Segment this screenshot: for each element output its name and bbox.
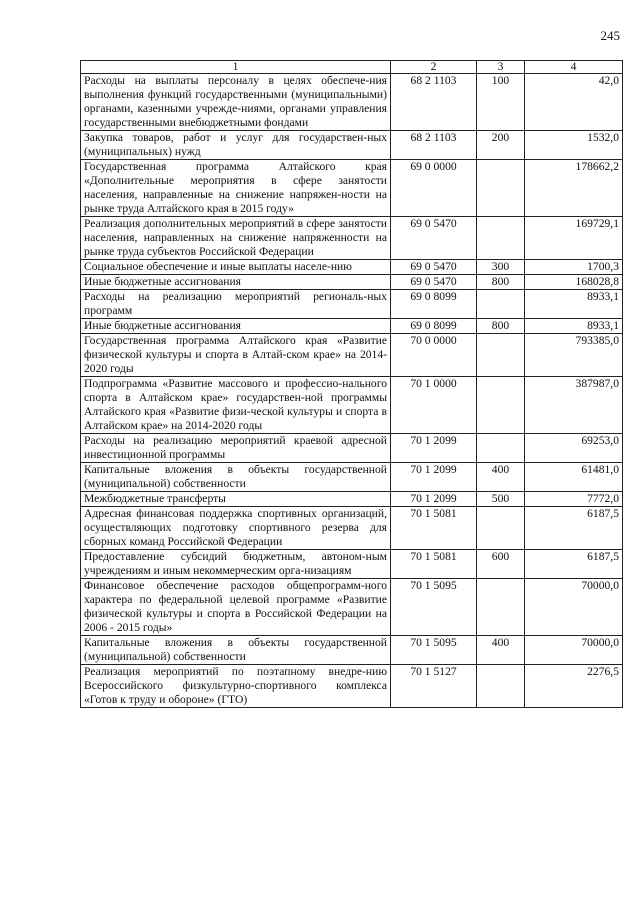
row-type-cell [477, 217, 525, 260]
row-code-cell: 70 1 2099 [391, 463, 477, 492]
row-code-cell: 68 2 1103 [391, 131, 477, 160]
row-amount-cell: 1700,3 [525, 260, 623, 275]
row-amount-cell: 70000,0 [525, 579, 623, 636]
row-amount-cell: 61481,0 [525, 463, 623, 492]
row-code-cell: 70 1 0000 [391, 377, 477, 434]
table-row [81, 217, 623, 260]
table-row [81, 334, 623, 377]
row-amount-cell: 178662,2 [525, 160, 623, 217]
row-amount-cell: 7772,0 [525, 492, 623, 507]
row-code-cell: 70 0 0000 [391, 334, 477, 377]
row-type-cell: 200 [477, 131, 525, 160]
row-type-cell: 300 [477, 260, 525, 275]
row-amount-cell: 6187,5 [525, 550, 623, 579]
row-code-cell: 69 0 8099 [391, 290, 477, 319]
row-type-cell [477, 290, 525, 319]
table-row [81, 492, 623, 507]
row-amount-cell: 70000,0 [525, 636, 623, 665]
row-amount-cell: 168028,8 [525, 275, 623, 290]
row-type-cell [477, 160, 525, 217]
table-header-row [81, 61, 623, 74]
table-row [81, 160, 623, 217]
row-code-cell: 69 0 0000 [391, 160, 477, 217]
row-code-cell: 70 1 5095 [391, 636, 477, 665]
table-row [81, 507, 623, 550]
row-type-cell: 100 [477, 74, 525, 131]
row-name-cell: Реализация мероприятий по поэтапному внедре-нию Всероссийского физкультурно-спортивного комплекса «Готов к труду и обороне» (ГТО) [81, 665, 391, 708]
row-amount-cell: 8933,1 [525, 319, 623, 334]
row-name-cell: Адресная финансовая поддержка спортивных организаций, осуществляющих подготовку спортивного резерва для сборных команд Российской Федерации [81, 507, 391, 550]
row-amount-cell: 6187,5 [525, 507, 623, 550]
row-amount-cell: 8933,1 [525, 290, 623, 319]
row-type-cell [477, 507, 525, 550]
row-name-cell: Государственная программа Алтайского края «Развитие физической культуры и спорта в Алтай-ском крае» на 2014-2020 годы [81, 334, 391, 377]
row-type-cell: 800 [477, 319, 525, 334]
row-type-cell [477, 579, 525, 636]
row-name-cell: Подпрограмма «Развитие массового и профессио-нального спорта в Алтайском крае» государствен-ной программы Алтайского края «Развитие физи-ческой культуры и спорта в Алтайском крае» на 2014-2020 годы [81, 377, 391, 434]
row-type-cell: 600 [477, 550, 525, 579]
row-amount-cell: 1532,0 [525, 131, 623, 160]
row-name-cell: Финансовое обеспечение расходов общепрограмм-ного характера по федеральной целевой программе «Развитие физической культуры и спорта в Российской Федерации на 2006 - 2015 годы» [81, 579, 391, 636]
row-code-cell: 70 1 5081 [391, 507, 477, 550]
table-body [81, 74, 623, 708]
page-number: 245 [600, 28, 620, 43]
row-type-cell [477, 334, 525, 377]
row-code-cell: 70 1 5095 [391, 579, 477, 636]
table-row [81, 319, 623, 334]
row-name-cell: Капитальные вложения в объекты государственной (муниципальной) собственности [81, 463, 391, 492]
table-row [81, 550, 623, 579]
table-row [81, 131, 623, 160]
row-code-cell: 69 0 5470 [391, 275, 477, 290]
row-code-cell: 70 1 2099 [391, 434, 477, 463]
row-name-cell: Иные бюджетные ассигнования [81, 275, 391, 290]
row-type-cell: 800 [477, 275, 525, 290]
row-name-cell: Иные бюджетные ассигнования [81, 319, 391, 334]
row-name-cell: Социальное обеспечение и иные выплаты населе-нию [81, 260, 391, 275]
row-name-cell: Расходы на реализацию мероприятий региональ-ных программ [81, 290, 391, 319]
table-row [81, 636, 623, 665]
table-row [81, 665, 623, 708]
row-code-cell: 70 1 2099 [391, 492, 477, 507]
row-amount-cell: 42,0 [525, 74, 623, 131]
row-code-cell: 68 2 1103 [391, 74, 477, 131]
row-type-cell: 500 [477, 492, 525, 507]
table-row [81, 290, 623, 319]
table-row [81, 275, 623, 290]
table-row [81, 377, 623, 434]
row-name-cell: Закупка товаров, работ и услуг для государствен-ных (муниципальных) нужд [81, 131, 391, 160]
row-name-cell: Государственная программа Алтайского края «Дополнительные мероприятия в сфере занятости населения, направленные на снижение напряжен-ности на рынке труда Алтайского края в 2015 году» [81, 160, 391, 217]
row-code-cell: 70 1 5127 [391, 665, 477, 708]
column-header-amount: 4 [525, 61, 623, 74]
row-amount-cell: 2276,5 [525, 665, 623, 708]
column-header-type: 3 [477, 61, 525, 74]
row-amount-cell: 69253,0 [525, 434, 623, 463]
row-type-cell [477, 665, 525, 708]
row-name-cell: Предоставление субсидий бюджетным, автоном-ным учреждениям и иным некоммерческим орга-низациям [81, 550, 391, 579]
row-name-cell: Капитальные вложения в объекты государственной (муниципальной) собственности [81, 636, 391, 665]
row-amount-cell: 387987,0 [525, 377, 623, 434]
row-amount-cell: 169729,1 [525, 217, 623, 260]
row-name-cell: Расходы на реализацию мероприятий краевой адресной инвестиционной программы [81, 434, 391, 463]
table-row [81, 463, 623, 492]
table-row [81, 74, 623, 131]
row-code-cell: 69 0 8099 [391, 319, 477, 334]
row-name-cell: Реализация дополнительных мероприятий в сфере занятости населения, направленных на снижение напряженности на рынке труда субъектов Российской Федерации [81, 217, 391, 260]
row-type-cell [477, 377, 525, 434]
table-row [81, 434, 623, 463]
row-name-cell: Межбюджетные трансферты [81, 492, 391, 507]
row-type-cell: 400 [477, 463, 525, 492]
row-code-cell: 70 1 5081 [391, 550, 477, 579]
budget-table [80, 60, 623, 708]
row-code-cell: 69 0 5470 [391, 260, 477, 275]
row-type-cell [477, 434, 525, 463]
row-amount-cell: 793385,0 [525, 334, 623, 377]
column-header-code: 2 [391, 61, 477, 74]
row-name-cell: Расходы на выплаты персоналу в целях обеспече-ния выполнения функций государственными (муниципальными) органами, казенными учрежде-ниями, органами управления государственными внебюджетными фондами [81, 74, 391, 131]
column-header-name: 1 [81, 61, 391, 74]
table-row [81, 260, 623, 275]
row-type-cell: 400 [477, 636, 525, 665]
table-row [81, 579, 623, 636]
row-code-cell: 69 0 5470 [391, 217, 477, 260]
